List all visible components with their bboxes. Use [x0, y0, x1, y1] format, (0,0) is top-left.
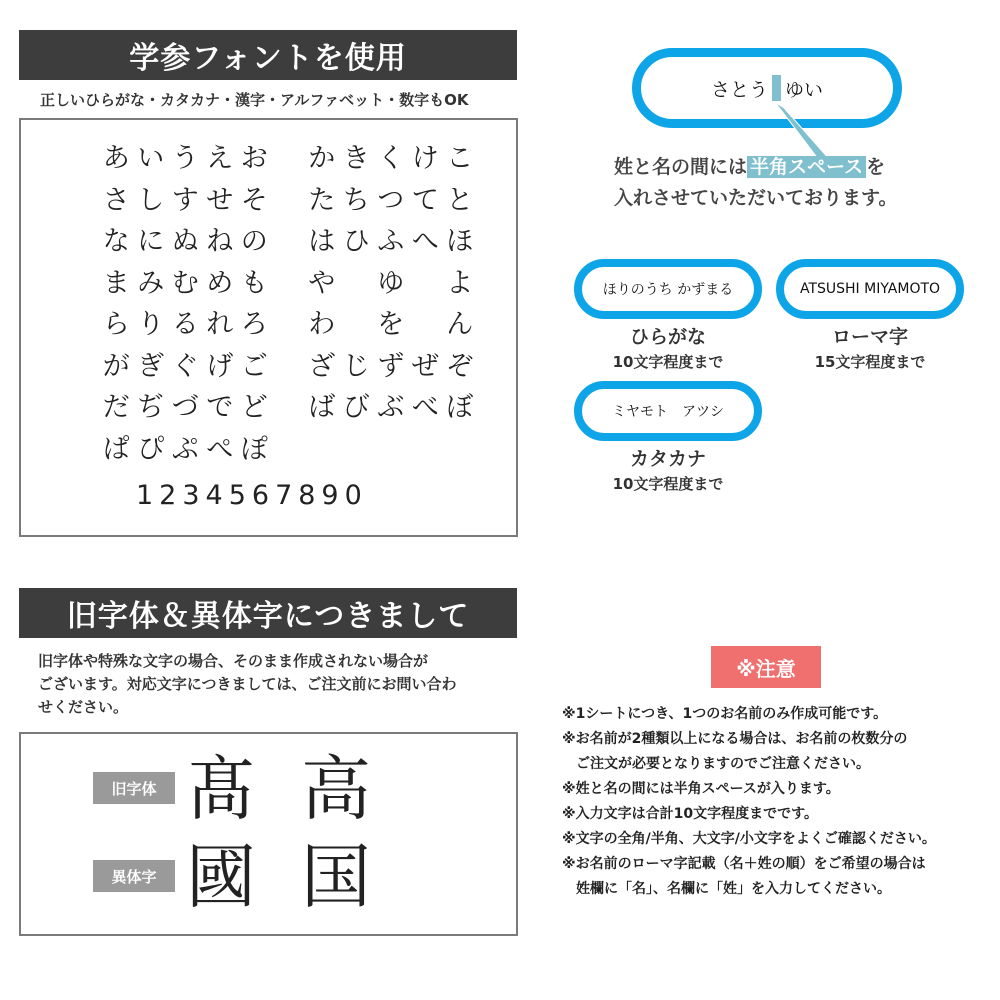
kana-char	[408, 427, 443, 466]
sample-pill-hiragana: ほりのうち かずまる	[574, 259, 762, 319]
kana-char	[272, 302, 305, 341]
kana-char	[408, 302, 443, 341]
kana-char: ぎ	[137, 350, 165, 382]
kana-char: こ	[446, 143, 474, 174]
kana-char: り	[137, 309, 165, 340]
space-explanation: 姓と名の間には 半角スペース を 入れさせていただいております。	[614, 156, 898, 209]
kana-char: み	[137, 267, 165, 299]
kana-char: し	[137, 184, 165, 216]
kana-char: ぜ	[411, 350, 439, 382]
notice-line: ※1シートにつき、1つのお名前のみ作成可能です。	[562, 706, 888, 722]
kana-char: わ	[308, 309, 336, 340]
variant-description: 旧字体や特殊な文字の場合、そのまま作成されない場合が ございます。対応文字につきましては、ご注文前にお問い合わ せください。	[38, 652, 457, 716]
notice-line: ※入力文字は合計10文字程度までです。	[562, 806, 818, 822]
kana-char: ち	[342, 184, 370, 216]
kana-char: め	[206, 267, 234, 299]
kana-row	[99, 261, 477, 300]
kana-char: あ	[102, 143, 130, 174]
kana-char: ゆ	[377, 267, 405, 299]
kana-char: ぷ	[171, 433, 199, 465]
kana-char: ん	[446, 309, 474, 340]
kana-char	[272, 385, 305, 424]
kana-char: や	[308, 267, 336, 299]
kana-row	[99, 427, 477, 466]
sample-pill-romaji: ATSUSHI MIYAMOTO	[776, 259, 964, 319]
kana-char: の	[240, 226, 268, 257]
kana-char: ぢ	[137, 392, 165, 423]
kana-char: ふ	[377, 226, 405, 257]
kana-char	[272, 136, 305, 175]
sample-family-name: さとう	[710, 78, 768, 101]
kana-char: そ	[240, 184, 268, 216]
kana-char: ご	[240, 350, 268, 382]
old-form-tag: 旧字体	[93, 772, 175, 804]
kana-char: だ	[102, 392, 130, 423]
kana-char: げ	[206, 350, 234, 382]
kana-char: く	[377, 143, 405, 174]
kana-char: よ	[446, 267, 474, 299]
kana-char: な	[102, 226, 130, 257]
kana-char	[272, 178, 305, 217]
kana-char: び	[342, 392, 370, 423]
kana-char: ず	[377, 350, 405, 382]
kana-char	[339, 261, 374, 300]
kana-char: ぺ	[206, 433, 234, 465]
kana-char: は	[308, 226, 336, 257]
kana-char: ぐ	[171, 350, 199, 382]
kana-char: ぴ	[137, 433, 165, 465]
kana-char: ば	[308, 392, 336, 423]
kana-char: ど	[240, 392, 268, 423]
old-form-char: 髙	[186, 748, 256, 830]
kana-char: ら	[102, 309, 130, 340]
kana-char: え	[206, 143, 234, 174]
kana-char: ぽ	[240, 433, 268, 465]
kana-char: む	[171, 267, 199, 299]
sample-caption-romaji: ローマ字 15文字程度まで	[814, 326, 926, 371]
sample-pill-katakana: ミヤモト アツシ	[574, 381, 762, 441]
kana-char: ほ	[446, 226, 474, 257]
kana-char: う	[171, 143, 199, 174]
kana-char: ぬ	[171, 226, 199, 257]
kana-char: ざ	[308, 350, 336, 382]
kana-char: ぶ	[377, 392, 405, 423]
notice-line: ※姓と名の間には半角スペースが入ります。	[562, 781, 840, 797]
standard-form-char-1: 高	[301, 748, 371, 830]
kana-char: す	[171, 184, 199, 216]
notice-line: 姓欄に「名」、名欄に「姓」を入力してください。	[562, 881, 891, 897]
sample-caption-katakana: カタカナ 10文字程度まで	[612, 448, 724, 493]
kana-char	[339, 427, 374, 466]
kana-char	[272, 427, 305, 466]
kana-char	[272, 261, 305, 300]
kana-char	[272, 344, 305, 383]
kana-char: に	[137, 226, 165, 257]
kana-char: づ	[171, 392, 199, 423]
notice-line: ご注文が必要となりますのでご注意ください。	[562, 756, 870, 772]
font-section-title: 学参フォントを使用	[19, 30, 517, 80]
kana-char: せ	[206, 184, 234, 216]
kana-row	[99, 178, 477, 217]
kana-row	[99, 385, 477, 424]
notice-line: ※お名前のローマ字記載（名＋姓の順）をご希望の場合は	[562, 856, 926, 872]
kana-char: も	[240, 267, 268, 299]
kana-char: る	[171, 309, 199, 340]
kana-char	[374, 427, 409, 466]
sample-caption-hiragana: ひらがな 10文字程度まで	[612, 326, 724, 371]
variant-section-title: 旧字体＆異体字につきまして	[19, 588, 517, 638]
kana-char: べ	[411, 392, 439, 423]
kana-char: か	[308, 143, 336, 174]
notice-badge: ※注意	[711, 646, 821, 688]
kana-char: ぞ	[446, 350, 474, 382]
digits-sample: 1234567890	[136, 480, 368, 511]
kana-char: て	[411, 184, 439, 216]
kana-char	[305, 427, 340, 466]
kana-char: け	[411, 143, 439, 174]
kana-row	[99, 302, 477, 341]
kana-char: ろ	[240, 309, 268, 340]
kana-char: を	[377, 309, 405, 340]
kana-char: き	[342, 143, 370, 174]
half-space-highlight: 半角スペース	[747, 156, 866, 178]
space-marker	[772, 75, 781, 101]
kana-char: じ	[342, 350, 370, 382]
kana-char: つ	[377, 184, 405, 216]
notice-line: ※お名前が2種類以上になる場合は、お名前の枚数分の	[562, 731, 908, 747]
variant-form-char: 國	[186, 836, 256, 918]
kana-row	[99, 136, 477, 175]
kana-char: ひ	[342, 226, 370, 257]
notice-line: ※文字の全角/半角、大文字/小文字をよくご確認ください。	[562, 831, 936, 847]
kana-char: さ	[102, 184, 130, 216]
kana-char	[272, 219, 305, 258]
kana-char: ぱ	[102, 433, 130, 465]
variant-sample-box	[19, 732, 518, 936]
kana-char: た	[308, 184, 336, 216]
standard-form-char-2: 国	[301, 836, 371, 918]
sample-given-name: ゆい	[785, 78, 824, 101]
kana-char	[339, 302, 374, 341]
kana-char: お	[240, 143, 268, 174]
kana-char: で	[206, 392, 234, 423]
kana-row	[99, 344, 477, 383]
kana-char: い	[137, 143, 165, 174]
kana-char: が	[102, 350, 130, 382]
kana-sample-box	[19, 118, 518, 537]
kana-char: ね	[206, 226, 234, 257]
kana-row	[99, 219, 477, 258]
kana-char: へ	[411, 226, 439, 257]
kana-char	[443, 427, 478, 466]
kana-char: れ	[206, 309, 234, 340]
variant-form-tag: 異体字	[93, 860, 175, 892]
kana-char: ぼ	[446, 392, 474, 423]
kana-char	[408, 261, 443, 300]
kana-char: ま	[102, 267, 130, 299]
kana-char: と	[446, 184, 474, 216]
font-section-subtitle: 正しいひらがな・カタカナ・漢字・アルファベット・数字もOK	[40, 91, 469, 109]
